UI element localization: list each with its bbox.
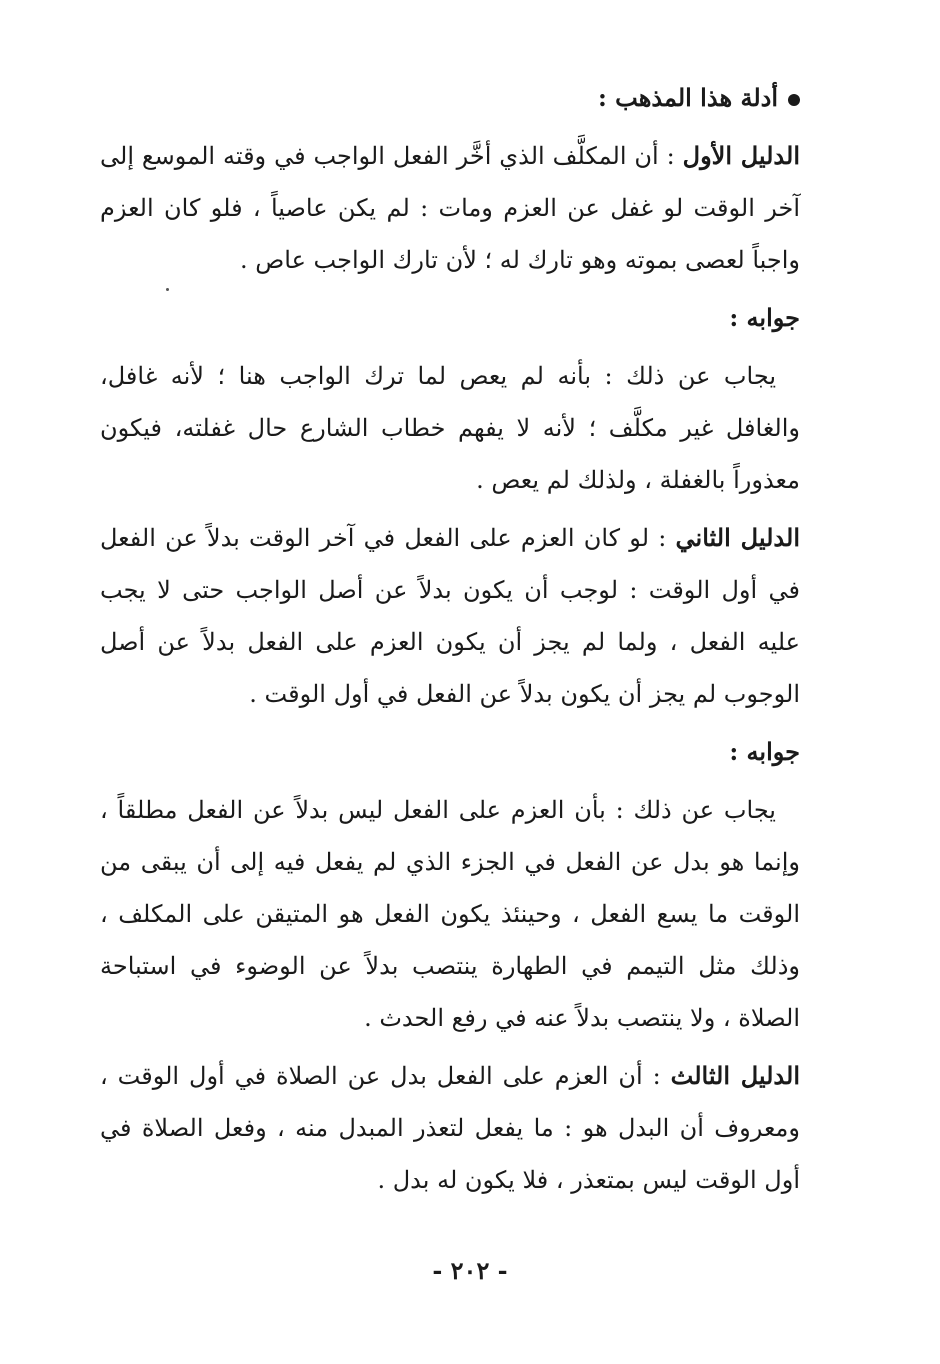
evidence-1-text: : أن المكلَّف الذي أخَّر الفعل الواجب في وقته الموسع إلى آخر الوقت لو غفل عن العزم ومات : لم يكن عاصياً ، فلو كان العزم واجباً لعصى بموته وهو تارك له ؛ لأن تارك الواجب عاص . — [100, 142, 800, 274]
answer-2-text: يجاب عن ذلك : بأن العزم على الفعل ليس بدلاً عن الفعل مطلقاً ، وإنما هو بدل عن الفعل في الجزء الذي لم يفعل فيه إلى أن يبقى من الوقت ما يسع الفعل ، وحينئذ يكون الفعل هو المتيقن على المكلف ، وذلك مثل التيمم في الطهارة ينتصب بدلاً عن الوضوء في استباحة الصلاة ، ولا ينتصب بدلاً عنه في رفع الحدث . — [100, 796, 800, 1032]
evidence-2-lead: الدليل الثاني — [675, 523, 800, 552]
evidence-2-text: : لو كان العزم على الفعل في آخر الوقت بدلاً عن الفعل في أول الوقت : لوجب أن يكون بدلاً عن أصل الواجب حتى لا يجب عليه الفعل ، ولما لم يجز أن يكون العزم على الفعل بدلاً عن أصل الوجوب لم يجز أن يكون بدلاً عن الفعل في أول الوقت . — [100, 524, 800, 708]
evidence-3-lead: الدليل الثالث — [670, 1061, 800, 1090]
evidence-2 — [100, 512, 800, 720]
page-body — [100, 72, 800, 1212]
answer-2-label: جوابه : — [729, 737, 800, 766]
bullet-icon — [788, 94, 800, 106]
section-heading — [100, 72, 800, 124]
evidence-1 — [100, 130, 800, 286]
evidence-3-text: : أن العزم على الفعل بدل عن الصلاة في أول الوقت ، ومعروف أن البدل هو : ما يفعل لتعذر المبدل منه ، وفعل الصلاة في أول الوقت ليس بمتعذر ، فلا يكون له بدل . — [100, 1062, 800, 1194]
answer-1-label: جوابه : — [729, 303, 800, 332]
scan-speck — [166, 288, 169, 291]
page-number: - ٢٠٢ - — [432, 1256, 508, 1285]
heading-text: أدلة هذا المذهب : — [597, 83, 778, 112]
evidence-3 — [100, 1050, 800, 1206]
evidence-1-lead: الدليل الأول — [682, 141, 800, 170]
answer-1-text: يجاب عن ذلك : بأنه لم يعص لما ترك الواجب هنا ؛ لأنه غافل، والغافل غير مكلَّف ؛ لأنه لا يفهم خطاب الشارع حال غفلته، فيكون معذوراً بالغفلة ، ولذلك لم يعص . — [100, 362, 800, 494]
